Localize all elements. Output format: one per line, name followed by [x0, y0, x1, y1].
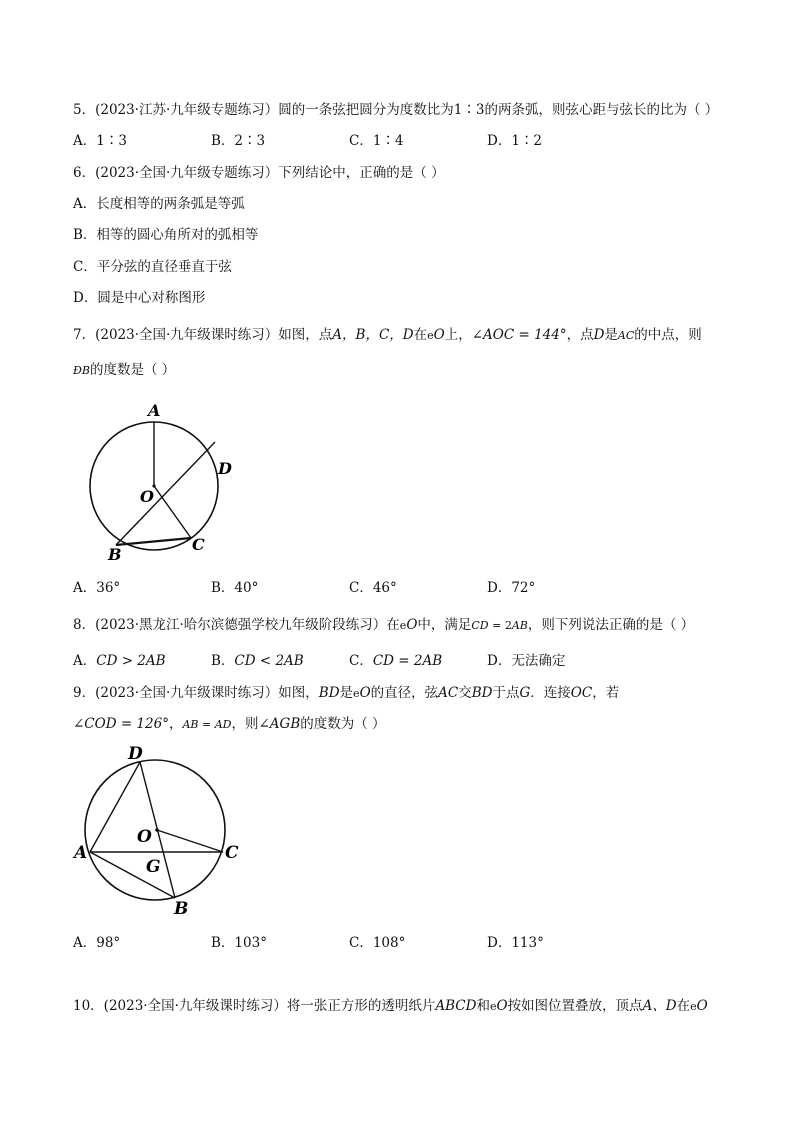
- option-expression: CD < 2AB: [234, 653, 304, 669]
- q9-stem-part: 是: [339, 685, 354, 701]
- option-expression: CD = 2AB: [372, 653, 443, 669]
- chord-ac-label: AC: [438, 685, 459, 701]
- q10-stem-part: 按如图位置叠放，顶点: [507, 998, 643, 1014]
- q7-stem-line2: [73, 361, 175, 380]
- label-o: O: [140, 487, 154, 506]
- q7-stem-part: ，点: [566, 327, 594, 343]
- q5-option-a: A．1∶3: [73, 133, 127, 149]
- q8-stem-part: 中，满足: [417, 617, 472, 633]
- q10-stem-part: 和: [476, 998, 490, 1014]
- circle-name: O: [433, 327, 445, 343]
- option-letter: C．: [349, 653, 373, 669]
- segment-bd-label: BD: [318, 685, 340, 701]
- q9-option-c: C．108°: [349, 935, 406, 951]
- q5-option-d: D．1∶2: [487, 133, 543, 149]
- q9-stem-part: ．连接: [530, 685, 571, 701]
- q8-stem-part: 8．(2023·黑龙江·哈尔滨德强学校九年级阶段练习）在: [73, 617, 400, 633]
- label-c: C: [192, 535, 205, 554]
- arc-ac: AC: [617, 329, 635, 342]
- q7-stem: [73, 326, 702, 345]
- label-b: B: [174, 899, 189, 919]
- q9-stem-part: ，: [168, 716, 183, 732]
- q7-points: A，B，C，D: [332, 327, 414, 343]
- segment-bd-label: BD: [471, 685, 493, 701]
- q8-option-d: D．无法确定: [487, 653, 566, 669]
- label-d: D: [218, 459, 232, 478]
- q7-stem-part: 的中点，则: [634, 327, 702, 343]
- q7-stem-part: 上，: [444, 327, 472, 343]
- arc-ab: AB: [511, 619, 528, 632]
- q9-stem-part: 交: [458, 685, 472, 701]
- q9-circle: [85, 760, 225, 900]
- square-abcd-label: ABCD: [435, 998, 477, 1014]
- point-g-label: G: [519, 685, 531, 701]
- angle-cod: ∠COD = 126°: [73, 716, 169, 732]
- segment-oc: [154, 486, 191, 538]
- point-d: D: [593, 327, 605, 343]
- q9-option-d: D．113°: [487, 935, 544, 951]
- q7-option-c: C．46°: [349, 580, 397, 596]
- arc-relation: = 2: [488, 619, 512, 632]
- q6-choice-a: A．长度相等的两条弧是等弧: [73, 196, 245, 212]
- q7-stem-part: 在: [413, 327, 428, 343]
- chord-ad: [90, 762, 140, 852]
- q10-stem-part: 在: [676, 998, 691, 1014]
- q5-option-b: B．2∶3: [211, 133, 266, 149]
- chord-ab: [90, 852, 175, 898]
- center-dot: [155, 828, 159, 832]
- q7-option-b: B．40°: [211, 580, 259, 596]
- q9-figure: [70, 746, 250, 921]
- label-a: A: [148, 401, 161, 420]
- segment-oc: [157, 830, 223, 852]
- circle-name: O: [496, 998, 508, 1014]
- label-b: B: [108, 545, 122, 564]
- circle-name: O: [696, 998, 708, 1014]
- angle-b-expression: ÐB: [73, 364, 90, 377]
- circle-symbol: e: [427, 329, 434, 342]
- q8-option-a: [73, 652, 166, 670]
- q9-stem-part: ，则: [231, 716, 259, 732]
- angle-expression: ∠AOC = 144°: [471, 327, 567, 343]
- circle-name: O: [406, 617, 418, 633]
- arc-equals: =: [198, 718, 215, 731]
- label-d: D: [128, 746, 143, 764]
- q5-stem: 5．(2023·江苏·九年级专题练习）圆的一条弦把圆分为度数比为1∶3的两条弧，则弦心距与弦长的比为（ ）: [73, 102, 719, 118]
- q7-stem-part: 的度数是（ ）: [89, 362, 176, 378]
- q7-option-d: D．72°: [487, 580, 536, 596]
- q9-option-b: B．103°: [211, 935, 267, 951]
- option-letter: A．: [73, 653, 97, 669]
- q6-stem: 6．(2023·全国·九年级专题练习）下列结论中，正确的是（ ）: [73, 165, 445, 181]
- q8-stem: [73, 616, 694, 635]
- q6-choice-b: B．相等的圆心角所对的弧相等: [73, 227, 259, 243]
- q9-stem-part: ，若: [592, 685, 620, 701]
- q9-stem-part: 于点: [492, 685, 520, 701]
- q8-option-c: [349, 652, 442, 670]
- arc-cd: CD: [471, 619, 489, 632]
- q7-figure: [78, 398, 248, 568]
- angle-agb: ∠AGB: [258, 716, 301, 732]
- q7-option-a: A．36°: [73, 580, 121, 596]
- q9-stem-part: 的直径，弦: [370, 685, 439, 701]
- q8-option-b: [211, 652, 304, 670]
- option-expression: CD > 2AB: [96, 653, 166, 669]
- option-letter: B．: [211, 653, 235, 669]
- label-c: C: [225, 843, 239, 863]
- q9-option-a: A．98°: [73, 935, 121, 951]
- q9-stem-line2: [73, 715, 386, 734]
- label-a: A: [74, 843, 88, 863]
- label-o: O: [137, 827, 152, 847]
- q9-stem-part: 的度数为（ ）: [300, 716, 386, 732]
- circle-symbol: e: [353, 687, 360, 700]
- circle-symbol: e: [690, 1000, 697, 1013]
- q6-choice-c: C．平分弦的直径垂直于弦: [73, 259, 232, 275]
- arc-ab: AB: [182, 718, 199, 731]
- circle-symbol: e: [489, 1000, 497, 1013]
- segment-oc-label: OC: [570, 685, 593, 701]
- q5-option-c: C．1∶4: [349, 133, 404, 149]
- q9-stem: [73, 684, 619, 703]
- q10-stem-part: 10．(2023·全国·九年级课时练习）将一张正方形的透明纸片: [73, 998, 436, 1014]
- q7-stem-part: 7．(2023·全国·九年级课时练习）如图，点: [73, 327, 333, 343]
- q10-stem: [73, 997, 708, 1016]
- label-g: G: [146, 857, 161, 877]
- circle-symbol: e: [399, 619, 407, 632]
- q8-stem-part: ，则下列说法正确的是（ ）: [527, 617, 695, 633]
- q6-choice-d: D．圆是中心对称图形: [73, 290, 206, 306]
- q7-stem-part: 是: [604, 327, 618, 343]
- arc-ad: AD: [214, 718, 232, 731]
- circle-name: O: [359, 685, 371, 701]
- vertices-ad: A、D: [642, 998, 677, 1014]
- q9-stem-part: 9．(2023·全国·九年级课时练习）如图，: [73, 685, 319, 701]
